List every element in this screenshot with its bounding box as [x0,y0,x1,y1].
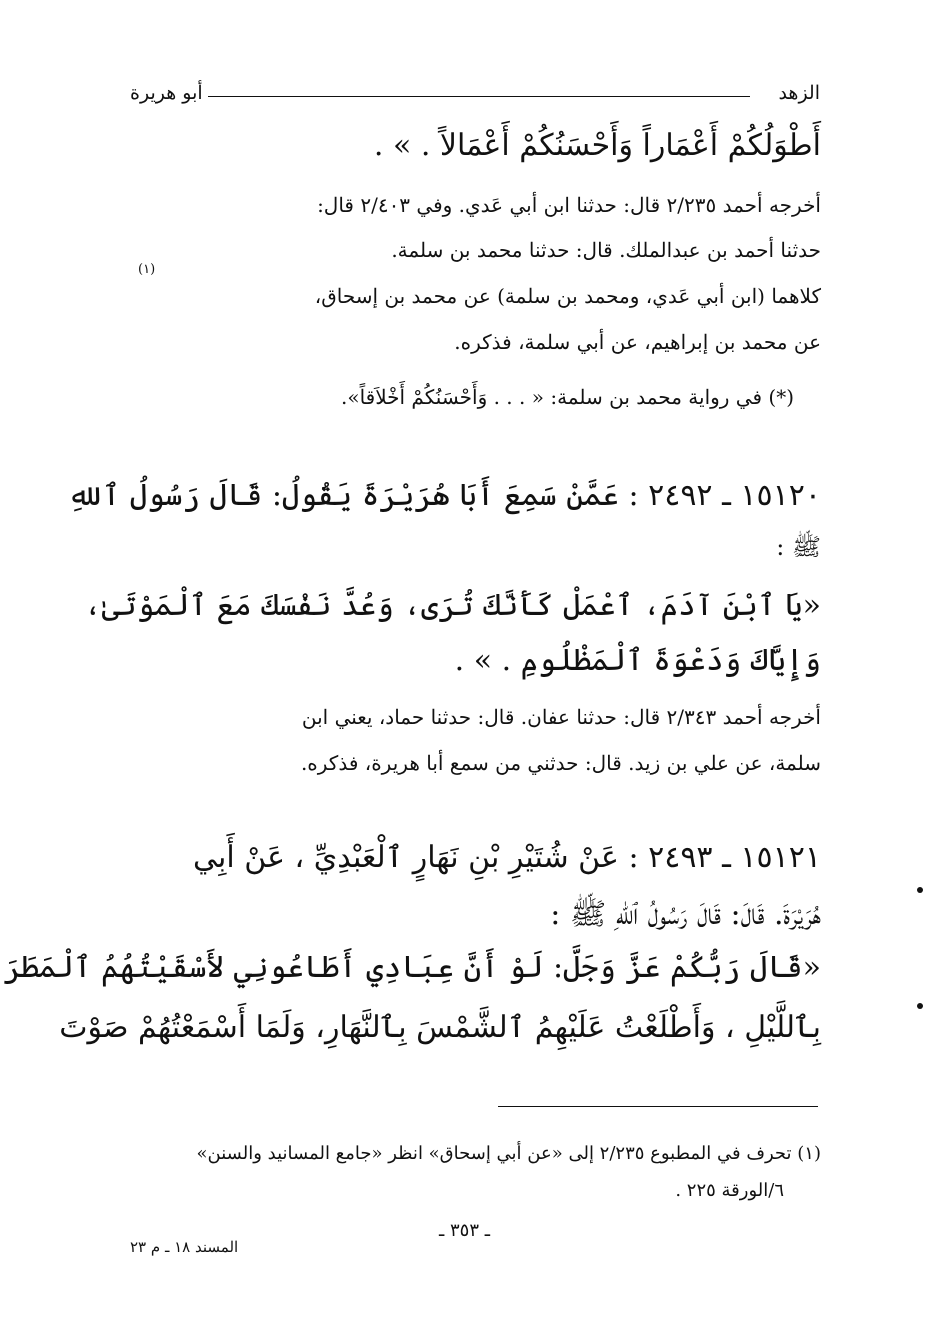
header-section-title: الزهد [778,82,820,104]
hadith-text-line: «قَالَ رَبُّكُمْ عَزَّ وَجَلَّ: لَوْ أَنَّ عِبَادِي أَطَاعُونِي لأَسْقَيْتُهُمُ ٱلْمَطَرَ [3,950,821,985]
hadith-text-line: ﷺ : [776,533,821,561]
variant-reading-note: (*) في رواية محمد بن سلمة: « . . . وَأَحْسَنُكُمْ أَخْلاَقاً». [340,385,794,409]
running-header [130,78,820,108]
signature-mark: المسند ١٨ ـ م ٢٣ [130,1238,239,1256]
footnote-line: (١) تحرف في المطبوع ٢/٢٣٥ إلى «عن أبي إسحاق» انظر «جامع المسانيد والسنن» [196,1143,821,1164]
hadith-text-line: هُرَيْرَةَ. قَالَ: قَالَ رَسُولُ ٱللهِ ﷺ : [550,897,821,932]
margin-mark [917,1003,923,1009]
takhrij-note-line: عن محمد بن إبراهيم، عن أبي سلمة، فذكره. [454,330,821,354]
page-number: ـ ٣٥٣ ـ [438,1220,490,1241]
footnote-separator [498,1106,818,1107]
hadith-text-line: أَطْوَلُكُمْ أَعْمَاراً وَأَحْسَنُكُمْ أَعْمَالاً . » . [373,128,821,163]
hadith-heading-line: ١٥١٢١ ـ ٢٤٩٣ : عَنْ شُتَيْرِ بْنِ نَهَارٍ ٱلْعَبْدِيِّ ، عَنْ أَبِي [193,840,821,875]
hadith-text-line: وَإِيَّاكَ وَدَعْوَةَ ٱلْمَظْلُومِ . » . [454,643,821,678]
header-subject: أبو هريرة [130,82,203,104]
takhrij-note-line: حدثنا أحمد بن عبدالملك. قال: حدثنا محمد بن سلمة. [391,238,821,262]
takhrij-note-line: أخرجه أحمد ٢/٢٣٥ قال: حدثنا ابن أبي عَدي. وفي ٢/٤٠٣ قال: [317,193,821,217]
takhrij-note-line: سلمة، عن علي بن زيد. قال: حدثني من سمع أبا هريرة، فذكره. [300,751,821,775]
footnote-reference: (١) [138,262,156,277]
margin-mark [917,887,923,893]
header-rule [208,96,750,97]
footnote-line: ٦/الورقة ٢٢٥ . [675,1180,784,1201]
hadith-text-line: بِٱللَّيْلِ ، وَأَطْلَعْتُ عَلَيْهِمُ ٱلشَّمْسَ بِٱلنَّهَارِ، وَلَمَا أَسْمَعْتُهُمْ صَوْتَ [59,1010,821,1045]
takhrij-note-line: أخرجه أحمد ٢/٣٤٣ قال: حدثنا عفان. قال: حدثنا حماد، يعني ابن [301,705,821,729]
takhrij-note-line: كلاهما (ابن أبي عَدي، ومحمد بن سلمة) عن محمد بن إسحاق، [314,284,821,308]
hadith-heading-line: ١٥١٢٠ ـ ٢٤٩٢ : عَمَّنْ سَمِعَ أَبَا هُرَيْرَةَ يَقُولُ: قَالَ رَسُولُ ٱللهِ [67,478,821,513]
hadith-text-line: «يَا ٱبْنَ آدَمَ، ٱعْمَلْ كَأَنَّكَ تُرَى، وَعُدَّ نَفْسَكَ مَعَ ٱلْمَوْتَىٰ، [84,588,821,623]
